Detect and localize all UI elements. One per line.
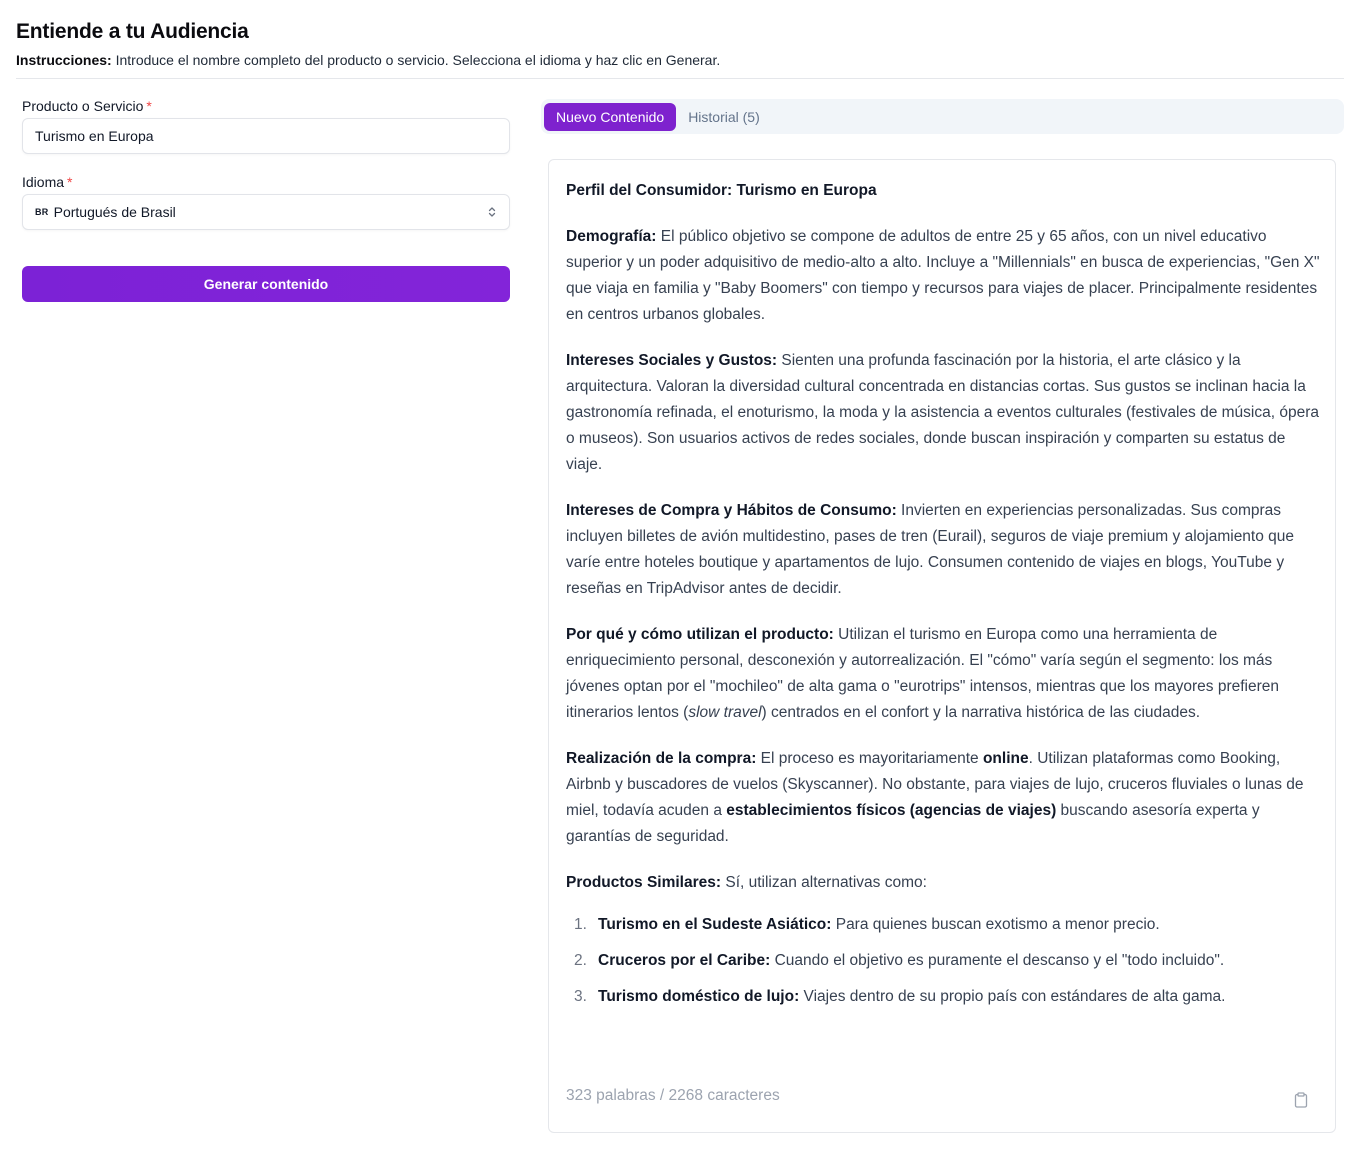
required-marker: * — [67, 174, 73, 190]
result-content — [566, 178, 1322, 1020]
product-input[interactable] — [22, 118, 510, 154]
paragraph-usage: Por qué y cómo utilizan el producto: Utilizan el turismo en Europa como una herramienta de enriquecimiento personal, desconexión y autorrealización. El "cómo" varía según el segmento: los más jóvenes optan por el "mochileo" de alta gama o "eurotrips" intensos, mientras que los mayores prefieren itinerarios lentos (slow travel) centrados en el confort y la narrativa histórica de las ciudades. — [566, 626, 1279, 721]
form-panel — [22, 96, 510, 302]
language-select[interactable] — [22, 194, 510, 230]
result-card — [548, 159, 1336, 1133]
language-label: Idioma * — [22, 174, 73, 190]
page-title: Entiende a tu Audiencia — [16, 20, 249, 43]
list-item: 1. Turismo en el Sudeste Asiático: Para quienes buscan exotismo a menor precio. — [574, 916, 1160, 933]
paragraph-demographics: Demografía: El público objetivo se compone de adultos de entre 25 y 65 años, con un nivel educativo superior y un poder adquisitivo de medio-alto a alto. Incluye a "Millennials" en busca de experiencias, "Gen X" que viaja en familia y "Baby Boomers" con tiempo y recursos para viajes de placer. Principalmente residentes en centros urbanos globales. — [566, 228, 1320, 323]
product-field — [22, 96, 510, 154]
product-input-value: Turismo en Europa — [35, 128, 154, 144]
paragraph-purchase-process: Realización de la compra: El proceso es mayoritariamente online. Utilizan plataformas como Booking, Airbnb y buscadores de vuelos (Skyscanner). No obstante, para viajes de lujo, cruceros fluviales o lunas de miel, todavía acuden a establecimientos físicos (agencias de viajes) buscando asesoría experta y garantías de seguridad. — [566, 750, 1304, 845]
tab-history[interactable]: Historial (5) — [688, 108, 760, 125]
instructions-label: Instrucciones: — [16, 52, 112, 68]
instructions-text: Introduce el nombre completo del producto o servicio. Selecciona el idioma y haz clic en Generar. — [111, 52, 721, 68]
product-label: Producto o Servicio * — [22, 98, 152, 114]
paragraph-purchase-interests: Intereses de Compra y Hábitos de Consumo: Invierten en experiencias personalizadas. Sus compras incluyen billetes de avión multidestino, pases de tren (Eurail), seguros de viaje premium y alojamiento que varíe entre hoteles boutique y apartamentos de lujo. Consumen contenido de viajes en blogs, YouTube y reseñas en TripAdvisor antes de decidir. — [566, 502, 1295, 597]
list-item: 3. Turismo doméstico de lujo: Viajes dentro de su propio país con estándares de alta gama. — [574, 988, 1226, 1005]
paragraph-similar-products: Productos Similares: Sí, utilizan alternativas como: — [566, 874, 927, 891]
brazil-flag-icon: BR — [35, 207, 49, 217]
paragraph-social-interests: Intereses Sociales y Gustos: Sienten una profunda fascinación por la historia, el arte clásico y la arquitectura. Valoran la diversidad cultural concentrada en distancias cortas. Sus gustos se inclinan hacia la gastronomía refinada, el enoturismo, la moda y la asistencia a eventos culturales (festivales de música, ópera o museos). Son usuarios activos de redes sociales, donde buscan inspiración y comparten su estatus de viaje. — [566, 352, 1319, 473]
clipboard-icon[interactable] — [1294, 1092, 1308, 1108]
page-header — [16, 18, 1344, 70]
required-marker: * — [146, 98, 152, 114]
list-item: 2. Cruceros por el Caribe: Cuando el objetivo es puramente el descanso y el "todo incluido". — [574, 952, 1225, 969]
word-count: 323 palabras / 2268 caracteres — [566, 1087, 780, 1104]
chevron-up-down-icon — [487, 206, 497, 218]
language-select-value: Portugués de Brasil — [53, 204, 176, 220]
header-divider — [16, 78, 1344, 79]
similar-products-list — [566, 912, 1322, 1010]
tab-list — [541, 99, 1344, 134]
instructions — [16, 50, 1344, 70]
generate-button[interactable]: Generar contenido — [22, 266, 510, 302]
language-field — [22, 172, 510, 230]
tab-new-content[interactable]: Nuevo Contenido — [544, 103, 676, 131]
result-heading: Perfil del Consumidor: Turismo en Europa — [566, 182, 877, 199]
